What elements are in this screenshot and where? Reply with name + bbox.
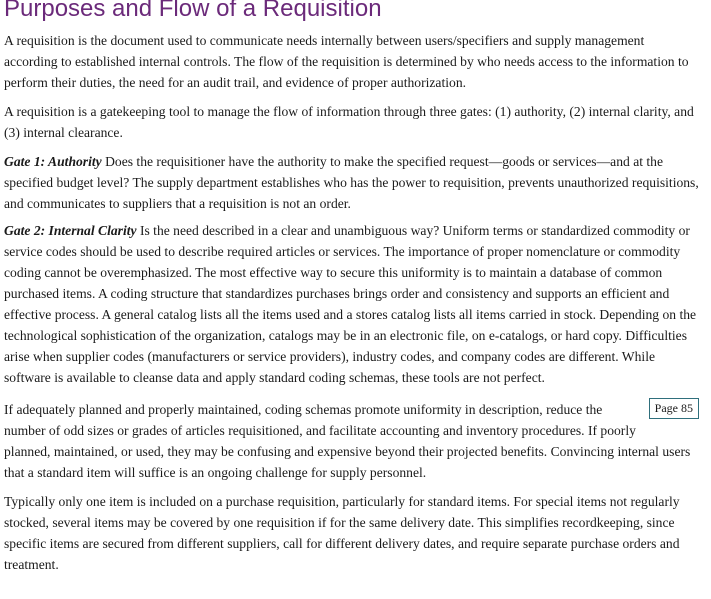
paragraph-definition: A requisition is the document used to communicate needs internally between users/specifiers and supply management according to established internal controls. The flow of the requisition is determined by who needs access to the information to perform their duties, the need for an audit trail, and evidence of proper authorization. [4,33,689,90]
paragraph-coding-schemas [4,399,699,483]
paragraph-gate-2 [4,220,699,388]
gate-2-label: Gate 2: Internal Clarity [4,223,137,238]
coding-schemas-text: If adequately planned and properly maintained, coding schemas promote uniformity in description, reduce the number of odd sizes or grades of articles requisitioned, and facilitate accounting and inventory procedures. If poorly planned, maintained, or used, they may be confusing and expensive beyond their projected benefits. Convincing internal users that a standard item will suffice is an ongoing challenge for supply personnel. [4,402,691,480]
page-title: Purposes and Flow of a Requisition [4,0,382,22]
gate-1-label: Gate 1: Authority [4,154,102,169]
document-body [4,30,699,583]
paragraph-gate-1 [4,151,699,214]
gate-1-text: Does the requisitioner have the authority to make the specified request—goods or services—and at the specified budget level? The supply department establishes who has the power to requisition, prevents unauthorized requisitions, and communicates to suppliers that a requisition is not an order. [4,154,699,211]
gate-2-text: Is the need described in a clear and unambiguous way? Uniform terms or standardized commodity or service codes should be used to describe required articles or services. The importance of proper nomenclature or commodity coding cannot be overemphasized. The most effective way to secure this uniformity is to maintain a database of common purchased items. A coding structure that standardizes purchases brings order and consistency and supports an efficient and effective process. A general catalog lists all the items used and a stores catalog lists all items carried in stock. Depending on the technological sophistication of the organization, catalogs may be in an electronic file, on e-catalogs, or hard copy. Difficulties arise when supplier codes (manufacturers or service providers), industry codes, and company codes are different. While software is available to cleanse data and apply standard coding schemas, these tools are not perfect. [4,223,697,385]
paragraph-single-item: Typically only one item is included on a purchase requisition, particularly for standard items. For special items not regularly stocked, several items may be covered by one requisition if for the same delivery date. This simplifies recordkeeping, since specific items are secured from different suppliers, call for different delivery dates, and require separate purchase orders and treatment. [4,494,680,572]
page-number-marker: Page 85 [649,398,699,419]
paragraph-gatekeeping: A requisition is a gatekeeping tool to manage the flow of information through three gates: (1) authority, (2) internal clarity, and (3) internal clearance. [4,104,694,140]
